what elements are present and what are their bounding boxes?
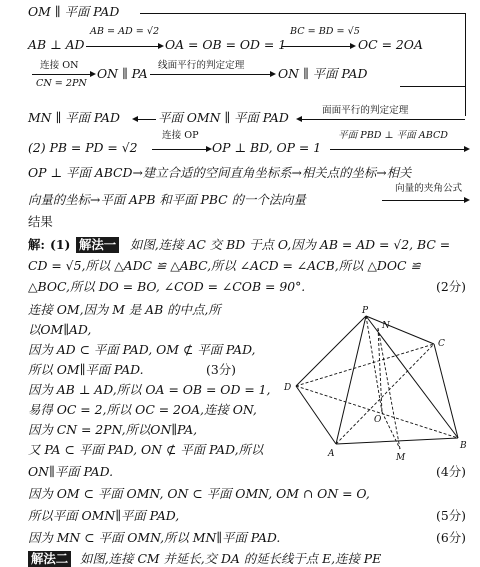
score-4: (4分) bbox=[436, 464, 466, 479]
flow-line2-oa: OA = OB = OD = 1 bbox=[165, 37, 287, 52]
flow-connector-top bbox=[140, 13, 465, 14]
flow-connector-mid bbox=[400, 86, 465, 87]
solution-label: 解: bbox=[28, 237, 45, 252]
arrow-head-icon bbox=[296, 116, 302, 122]
seg-om-hidden bbox=[382, 412, 400, 449]
arrow-head-icon bbox=[464, 146, 470, 152]
arrow-head-icon bbox=[132, 116, 138, 122]
flow-line4-theorem-label: 面面平行的判定定理 bbox=[322, 105, 409, 116]
solution-l9: ON∥平面 PAD. bbox=[28, 464, 114, 479]
flow-line4-plane: 平面 OMN ∥ 平面 PAD bbox=[158, 110, 289, 125]
label-p: P bbox=[362, 306, 369, 316]
label-b: B bbox=[460, 441, 467, 451]
flow-arrow8 bbox=[330, 149, 466, 150]
edge-pa bbox=[336, 316, 366, 444]
flow-arrow2-label: BC = BD = √5 bbox=[290, 26, 360, 37]
diag-db-hidden bbox=[296, 386, 458, 438]
method-tag-2: 解法二 bbox=[28, 551, 71, 567]
diag-ac-hidden bbox=[336, 344, 434, 444]
solution-l13: 如图,连接 CM 并延长,交 DA 的延长线于点 E,连接 PE bbox=[80, 551, 382, 566]
flow-line1: OM ∥ 平面 PAD bbox=[28, 4, 120, 19]
solution-part1: (1) bbox=[50, 237, 71, 252]
flow-line5-pb: (2) PB = PD = √2 bbox=[28, 140, 138, 155]
flow-line5-op: OP ⊥ BD, OP = 1 bbox=[212, 140, 322, 155]
flow-line3-on-plane: ON ∥ 平面 PAD bbox=[278, 66, 368, 81]
solution-l11: 所以平面 OMN∥平面 PAD, bbox=[28, 508, 180, 523]
solution-l12: 因为 MN ⊂ 平面 OMN,所以 MN∥平面 PAD. bbox=[28, 530, 281, 545]
solution-l8: 又 PA ⊂ 平面 PAD, ON ⊄ 平面 PAD,所以 bbox=[28, 442, 264, 457]
solution-l2: 以OM∥AD, bbox=[28, 322, 92, 337]
arrow-head-icon bbox=[270, 71, 276, 77]
flow-line2-ab-perp-ad: AB ⊥ AD bbox=[28, 37, 85, 52]
solution-p1-line3: △BOC,所以 DO = BO, ∠COD = ∠COB = 90°. bbox=[28, 279, 306, 294]
solution-l3: 因为 AD ⊂ 平面 PAD, OM ⊄ 平面 PAD, bbox=[28, 342, 256, 357]
flow-arrow3 bbox=[32, 74, 92, 75]
flow-line3-top-label: 连接 ON bbox=[40, 60, 79, 71]
label-c: C bbox=[438, 339, 445, 349]
flow-arrow5 bbox=[136, 119, 156, 120]
score-3: (3分) bbox=[206, 362, 236, 377]
flow-line8: 结果 bbox=[28, 214, 53, 229]
flow-line2-oc: OC = 2OA bbox=[358, 37, 423, 52]
method-tag-1: 解法一 bbox=[76, 237, 119, 253]
label-n: N bbox=[382, 321, 390, 331]
solution-l4: 所以 OM∥平面 PAD. bbox=[28, 362, 144, 377]
solution-l1: 连接 OM,因为 M 是 AB 的中点,所 bbox=[28, 302, 221, 317]
arrow-head-icon bbox=[350, 43, 356, 49]
edge-bc bbox=[434, 344, 458, 438]
flow-arrow2 bbox=[282, 46, 352, 47]
solution-l6: 易得 OC = 2,所以 OC = 2OA,连接 ON, bbox=[28, 402, 257, 417]
arrow-head-icon bbox=[464, 197, 470, 203]
edge-ab bbox=[336, 438, 458, 444]
label-a: A bbox=[328, 449, 335, 459]
label-m: M bbox=[396, 453, 406, 463]
flow-line3-bottom-label: CN = 2PN bbox=[36, 78, 87, 89]
score-2: (2分) bbox=[436, 279, 466, 294]
solution-l10: 因为 OM ⊂ 平面 OMN, ON ⊂ 平面 OMN, OM ∩ ON = O, bbox=[28, 486, 370, 501]
flow-arrow6 bbox=[300, 119, 465, 120]
flow-line4-mn: MN ∥ 平面 PAD bbox=[28, 110, 120, 125]
flow-line7-arrow-label: 向量的夹角公式 bbox=[395, 183, 463, 194]
edge-da bbox=[296, 386, 336, 444]
flow-arrow1 bbox=[86, 46, 160, 47]
arrow-head-icon bbox=[90, 71, 96, 77]
flow-arrow7 bbox=[152, 149, 208, 150]
solution-l7: 因为 CN = 2PN,所以ON∥PA, bbox=[28, 422, 198, 437]
label-d: D bbox=[284, 383, 292, 393]
score-5: (5分) bbox=[436, 508, 466, 523]
flow-arrow1-label: AB = AD = √2 bbox=[90, 26, 160, 37]
score-6: (6分) bbox=[436, 530, 466, 545]
arrow-head-icon bbox=[158, 43, 164, 49]
solution-l5: 因为 AB ⊥ AD,所以 OA = OB = OD = 1, bbox=[28, 382, 271, 397]
flow-line6: OP ⊥ 平面 ABCD→建立合适的空间直角坐标系→相关点的坐标→相关 bbox=[28, 165, 412, 180]
flow-line3-theorem-label: 线面平行的判定定理 bbox=[158, 60, 245, 71]
pyramid-figure bbox=[278, 304, 468, 464]
flow-line5-arrow2-label: 平面 PBD ⊥ 平面 ABCD bbox=[338, 130, 448, 141]
solution-p1-line2: CD = √5,所以 △ADC ≌ △ABC,所以 ∠ACD = ∠ACB,所以 △DOC ≌ bbox=[28, 258, 421, 273]
flow-arrow4 bbox=[150, 74, 272, 75]
flow-line5-arrow1-label: 连接 OP bbox=[162, 130, 199, 141]
label-o: O bbox=[374, 415, 382, 425]
solution-p1-line1: 如图,连接 AC 交 BD 于点 O,因为 AB = AD = √2, BC = bbox=[130, 237, 451, 252]
flow-connector-right2 bbox=[465, 86, 466, 116]
flow-line3-on-pa: ON ∥ PA bbox=[97, 66, 148, 81]
flow-arrow9 bbox=[382, 200, 466, 201]
flow-line7: 向量的坐标→平面 APB 和平面 PBC 的一个法向量 bbox=[28, 192, 306, 207]
